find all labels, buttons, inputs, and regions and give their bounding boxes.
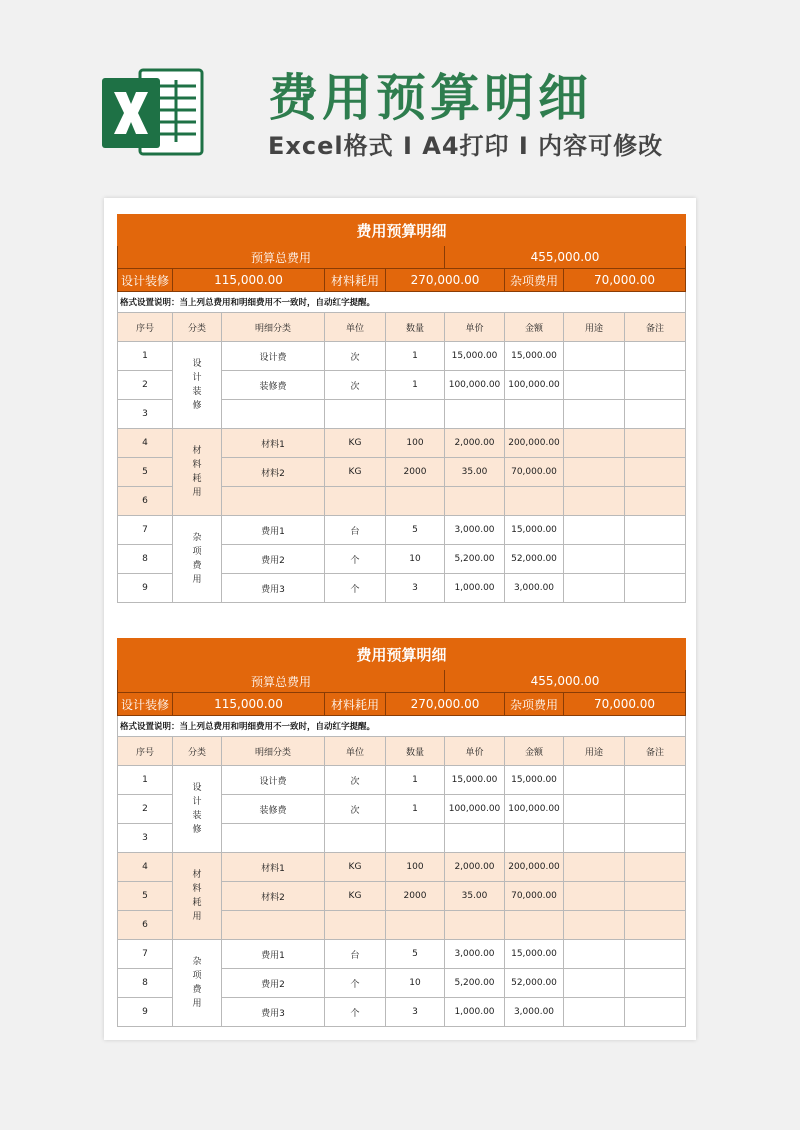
detail-cell[interactable]: 装修费 <box>222 795 325 824</box>
category-char: 用 <box>192 912 202 922</box>
price-cell[interactable]: 35.00 <box>445 458 505 487</box>
category-cell[interactable] <box>173 766 222 853</box>
price-cell[interactable]: 35.00 <box>445 882 505 911</box>
format-note: 格式设置说明：当上列总费用和明细费用不一致时，自动红字提醒。 <box>118 292 686 313</box>
purpose-cell[interactable] <box>564 487 625 516</box>
category-char: 费 <box>192 985 202 995</box>
category-char: 项 <box>192 547 202 557</box>
quantity-cell[interactable]: 5 <box>386 940 445 969</box>
unit-cell[interactable]: 台 <box>325 516 386 545</box>
column-header: 数量 <box>386 313 445 342</box>
price-cell[interactable]: 5,200.00 <box>445 969 505 998</box>
amount-cell[interactable]: 70,000.00 <box>505 458 564 487</box>
format-note: 格式设置说明：当上列总费用和明细费用不一致时，自动红字提醒。 <box>118 716 686 737</box>
category-char: 材 <box>192 870 202 880</box>
amount-cell[interactable]: 3,000.00 <box>505 998 564 1027</box>
unit-cell[interactable]: 个 <box>325 545 386 574</box>
quantity-cell[interactable]: 100 <box>386 429 445 458</box>
page-title: 费用预算明细 <box>268 69 592 127</box>
detail-cell[interactable]: 费用2 <box>222 969 325 998</box>
quantity-cell[interactable]: 5 <box>386 516 445 545</box>
amount-cell[interactable]: 100,000.00 <box>505 371 564 400</box>
summary-label: 材料耗用 <box>325 269 386 292</box>
budget-table-2 <box>117 638 685 1027</box>
unit-cell[interactable]: 个 <box>325 574 386 603</box>
row-number: 6 <box>118 487 173 516</box>
spreadsheet-page <box>104 198 696 1040</box>
table-row <box>118 429 686 458</box>
purpose-cell[interactable] <box>564 911 625 940</box>
column-header: 金额 <box>505 313 564 342</box>
purpose-cell[interactable] <box>564 371 625 400</box>
amount-cell[interactable]: 3,000.00 <box>505 574 564 603</box>
column-header: 单价 <box>445 737 505 766</box>
purpose-cell[interactable] <box>564 342 625 371</box>
category-char: 计 <box>192 797 202 807</box>
row-number: 3 <box>118 400 173 429</box>
category-char: 项 <box>192 971 202 981</box>
amount-cell[interactable]: 200,000.00 <box>505 429 564 458</box>
remark-cell[interactable] <box>625 516 686 545</box>
purpose-cell[interactable] <box>564 516 625 545</box>
page-header <box>0 0 800 190</box>
row-number: 5 <box>118 882 173 911</box>
quantity-cell[interactable]: 2000 <box>386 882 445 911</box>
detail-cell[interactable]: 费用1 <box>222 940 325 969</box>
unit-cell[interactable]: 次 <box>325 766 386 795</box>
column-header: 用途 <box>564 313 625 342</box>
summary-label: 材料耗用 <box>325 693 386 716</box>
amount-cell[interactable]: 52,000.00 <box>505 969 564 998</box>
detail-cell[interactable]: 费用3 <box>222 574 325 603</box>
unit-cell[interactable]: 次 <box>325 795 386 824</box>
unit-cell[interactable]: KG <box>325 429 386 458</box>
summary-value[interactable]: 115,000.00 <box>173 693 325 716</box>
quantity-cell[interactable] <box>386 400 445 429</box>
remark-cell[interactable] <box>625 400 686 429</box>
quantity-cell[interactable]: 1 <box>386 342 445 371</box>
amount-cell[interactable]: 200,000.00 <box>505 853 564 882</box>
quantity-cell[interactable]: 1 <box>386 766 445 795</box>
quantity-cell[interactable]: 10 <box>386 969 445 998</box>
amount-cell[interactable]: 100,000.00 <box>505 795 564 824</box>
column-header: 单位 <box>325 737 386 766</box>
detail-cell[interactable] <box>222 487 325 516</box>
remark-cell[interactable] <box>625 998 686 1027</box>
summary-label: 设计装修 <box>118 269 173 292</box>
column-header: 备注 <box>625 313 686 342</box>
purpose-cell[interactable] <box>564 998 625 1027</box>
price-cell[interactable]: 2,000.00 <box>445 429 505 458</box>
price-cell[interactable]: 1,000.00 <box>445 998 505 1027</box>
category-char: 耗 <box>192 898 202 908</box>
amount-cell[interactable]: 52,000.00 <box>505 545 564 574</box>
category-char: 修 <box>192 825 202 835</box>
total-value[interactable]: 455,000.00 <box>445 246 686 269</box>
column-header: 分类 <box>173 313 222 342</box>
detail-cell[interactable] <box>222 400 325 429</box>
quantity-cell[interactable]: 2000 <box>386 458 445 487</box>
remark-cell[interactable] <box>625 940 686 969</box>
remark-cell[interactable] <box>625 342 686 371</box>
unit-cell[interactable]: 次 <box>325 371 386 400</box>
price-cell[interactable]: 5,200.00 <box>445 545 505 574</box>
row-number: 8 <box>118 969 173 998</box>
purpose-cell[interactable] <box>564 824 625 853</box>
row-number: 1 <box>118 766 173 795</box>
remark-cell[interactable] <box>625 795 686 824</box>
summary-value[interactable]: 270,000.00 <box>386 693 505 716</box>
row-number: 9 <box>118 574 173 603</box>
remark-cell[interactable] <box>625 487 686 516</box>
quantity-cell[interactable]: 3 <box>386 998 445 1027</box>
unit-cell[interactable] <box>325 911 386 940</box>
row-number: 3 <box>118 824 173 853</box>
row-number: 2 <box>118 371 173 400</box>
category-cell[interactable] <box>173 429 222 516</box>
row-number: 2 <box>118 795 173 824</box>
row-number: 7 <box>118 516 173 545</box>
category-char: 料 <box>192 884 202 894</box>
category-char: 杂 <box>192 957 202 967</box>
price-cell[interactable] <box>445 911 505 940</box>
remark-cell[interactable] <box>625 429 686 458</box>
amount-cell[interactable] <box>505 824 564 853</box>
quantity-cell[interactable]: 3 <box>386 574 445 603</box>
summary-value[interactable]: 70,000.00 <box>564 269 686 292</box>
remark-cell[interactable] <box>625 911 686 940</box>
unit-cell[interactable] <box>325 487 386 516</box>
column-header: 分类 <box>173 737 222 766</box>
column-header: 明细分类 <box>222 737 325 766</box>
unit-cell[interactable]: 个 <box>325 998 386 1027</box>
purpose-cell[interactable] <box>564 795 625 824</box>
column-header: 金额 <box>505 737 564 766</box>
unit-cell[interactable] <box>325 824 386 853</box>
purpose-cell[interactable] <box>564 882 625 911</box>
detail-cell[interactable]: 材料2 <box>222 458 325 487</box>
quantity-cell[interactable] <box>386 487 445 516</box>
purpose-cell[interactable] <box>564 574 625 603</box>
price-cell[interactable] <box>445 824 505 853</box>
column-header: 数量 <box>386 737 445 766</box>
purpose-cell[interactable] <box>564 969 625 998</box>
category-char: 装 <box>192 387 202 397</box>
summary-value[interactable]: 270,000.00 <box>386 269 505 292</box>
purpose-cell[interactable] <box>564 853 625 882</box>
category-cell[interactable] <box>173 342 222 429</box>
category-char: 杂 <box>192 533 202 543</box>
table-row <box>118 516 686 545</box>
summary-value[interactable]: 70,000.00 <box>564 693 686 716</box>
remark-cell[interactable] <box>625 853 686 882</box>
quantity-cell[interactable] <box>386 824 445 853</box>
amount-cell[interactable] <box>505 400 564 429</box>
price-cell[interactable] <box>445 400 505 429</box>
total-label: 预算总费用 <box>118 670 445 693</box>
category-char: 计 <box>192 373 202 383</box>
price-cell[interactable]: 3,000.00 <box>445 516 505 545</box>
category-char: 装 <box>192 811 202 821</box>
summary-value[interactable]: 115,000.00 <box>173 269 325 292</box>
quantity-cell[interactable] <box>386 911 445 940</box>
row-number: 9 <box>118 998 173 1027</box>
quantity-cell[interactable]: 10 <box>386 545 445 574</box>
unit-cell[interactable]: KG <box>325 458 386 487</box>
amount-cell[interactable] <box>505 911 564 940</box>
detail-cell[interactable]: 费用2 <box>222 545 325 574</box>
column-header: 单位 <box>325 313 386 342</box>
budget-table <box>117 638 686 1027</box>
category-char: 耗 <box>192 474 202 484</box>
detail-cell[interactable]: 装修费 <box>222 371 325 400</box>
category-char: 料 <box>192 460 202 470</box>
detail-cell[interactable]: 费用3 <box>222 998 325 1027</box>
total-value[interactable]: 455,000.00 <box>445 670 686 693</box>
category-char: 用 <box>192 488 202 498</box>
budget-table <box>117 214 686 603</box>
summary-label: 设计装修 <box>118 693 173 716</box>
purpose-cell[interactable] <box>564 458 625 487</box>
summary-label: 杂项费用 <box>505 693 564 716</box>
row-number: 8 <box>118 545 173 574</box>
amount-cell[interactable]: 15,000.00 <box>505 342 564 371</box>
category-char: 用 <box>192 999 202 1009</box>
column-header: 备注 <box>625 737 686 766</box>
row-number: 1 <box>118 342 173 371</box>
table-row <box>118 853 686 882</box>
price-cell[interactable]: 100,000.00 <box>445 795 505 824</box>
price-cell[interactable]: 2,000.00 <box>445 853 505 882</box>
table-row <box>118 766 686 795</box>
remark-cell[interactable] <box>625 969 686 998</box>
column-header: 单价 <box>445 313 505 342</box>
category-cell[interactable] <box>173 516 222 603</box>
unit-cell[interactable] <box>325 400 386 429</box>
detail-cell[interactable]: 材料1 <box>222 853 325 882</box>
price-cell[interactable] <box>445 487 505 516</box>
remark-cell[interactable] <box>625 458 686 487</box>
unit-cell[interactable]: KG <box>325 853 386 882</box>
row-number: 4 <box>118 429 173 458</box>
quantity-cell[interactable]: 100 <box>386 853 445 882</box>
detail-cell[interactable] <box>222 824 325 853</box>
category-cell[interactable] <box>173 940 222 1027</box>
page-subtitle: Excel格式 I A4打印 I 内容可修改 <box>268 132 664 160</box>
row-number: 6 <box>118 911 173 940</box>
detail-cell[interactable]: 费用1 <box>222 516 325 545</box>
purpose-cell[interactable] <box>564 429 625 458</box>
excel-logo-icon <box>100 66 204 158</box>
budget-table-1 <box>117 214 685 603</box>
row-number: 7 <box>118 940 173 969</box>
detail-cell[interactable]: 材料1 <box>222 429 325 458</box>
quantity-cell[interactable]: 1 <box>386 371 445 400</box>
purpose-cell[interactable] <box>564 545 625 574</box>
column-header: 序号 <box>118 737 173 766</box>
category-char: 用 <box>192 575 202 585</box>
summary-label: 杂项费用 <box>505 269 564 292</box>
amount-cell[interactable]: 15,000.00 <box>505 766 564 795</box>
remark-cell[interactable] <box>625 824 686 853</box>
unit-cell[interactable]: KG <box>325 882 386 911</box>
amount-cell[interactable] <box>505 487 564 516</box>
total-label: 预算总费用 <box>118 246 445 269</box>
purpose-cell[interactable] <box>564 940 625 969</box>
purpose-cell[interactable] <box>564 400 625 429</box>
unit-cell[interactable]: 台 <box>325 940 386 969</box>
price-cell[interactable]: 1,000.00 <box>445 574 505 603</box>
category-char: 修 <box>192 401 202 411</box>
remark-cell[interactable] <box>625 574 686 603</box>
unit-cell[interactable]: 个 <box>325 969 386 998</box>
column-header: 明细分类 <box>222 313 325 342</box>
price-cell[interactable]: 15,000.00 <box>445 342 505 371</box>
detail-cell[interactable]: 设计费 <box>222 342 325 371</box>
price-cell[interactable]: 3,000.00 <box>445 940 505 969</box>
remark-cell[interactable] <box>625 545 686 574</box>
row-number: 5 <box>118 458 173 487</box>
detail-cell[interactable]: 材料2 <box>222 882 325 911</box>
category-char: 材 <box>192 446 202 456</box>
table-title: 费用预算明细 <box>118 215 686 246</box>
amount-cell[interactable]: 15,000.00 <box>505 516 564 545</box>
price-cell[interactable]: 15,000.00 <box>445 766 505 795</box>
category-char: 设 <box>192 783 202 793</box>
table-row <box>118 940 686 969</box>
price-cell[interactable]: 100,000.00 <box>445 371 505 400</box>
amount-cell[interactable]: 15,000.00 <box>505 940 564 969</box>
remark-cell[interactable] <box>625 882 686 911</box>
table-title: 费用预算明细 <box>118 639 686 670</box>
table-row <box>118 342 686 371</box>
unit-cell[interactable]: 次 <box>325 342 386 371</box>
detail-cell[interactable] <box>222 911 325 940</box>
quantity-cell[interactable]: 1 <box>386 795 445 824</box>
column-header: 用途 <box>564 737 625 766</box>
row-number: 4 <box>118 853 173 882</box>
remark-cell[interactable] <box>625 371 686 400</box>
purpose-cell[interactable] <box>564 766 625 795</box>
column-header: 序号 <box>118 313 173 342</box>
category-cell[interactable] <box>173 853 222 940</box>
category-char: 设 <box>192 359 202 369</box>
remark-cell[interactable] <box>625 766 686 795</box>
detail-cell[interactable]: 设计费 <box>222 766 325 795</box>
category-char: 费 <box>192 561 202 571</box>
amount-cell[interactable]: 70,000.00 <box>505 882 564 911</box>
